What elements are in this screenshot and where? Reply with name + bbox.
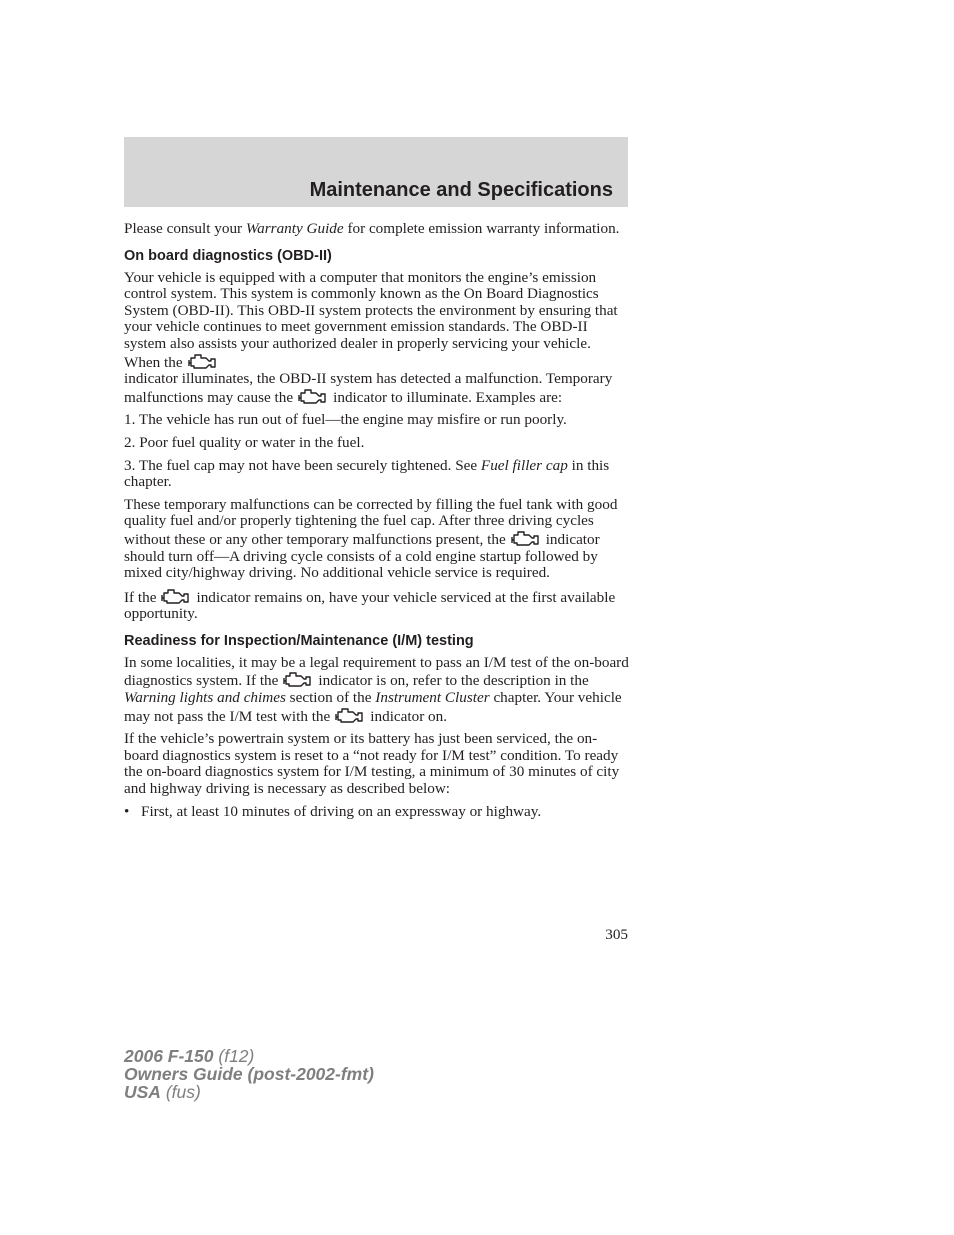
obd-p3-text-b: indicator remains on, have your vehicle serviced at the first available opportunity. (124, 588, 616, 623)
warning-lights-ref: Warning lights and chimes (124, 689, 286, 707)
footer-model: 2006 F-150 (124, 1046, 214, 1066)
check-engine-icon (334, 707, 364, 725)
example-item-3-text: 3. The fuel cap may not have been securely tightened. See (124, 456, 481, 474)
example-item-3-text-end: in this chapter. (124, 456, 610, 491)
intro-text-end: for complete emission warranty information. (343, 220, 620, 237)
footer-guide: Owners Guide (post-2002-fmt) (124, 1064, 374, 1084)
fuel-filler-cap-ref: Fuel filler cap (480, 456, 568, 474)
readiness-p1-text-a: In some localities, it may be a legal requirement to pass an I/M test of the on-board diagnostics system. If the (124, 653, 629, 690)
intro-text: Please consult your (124, 220, 246, 237)
obd-heading: On board diagnostics (OBD-II) (124, 247, 332, 264)
obd-p2-text-a: These temporary malfunctions can be corrected by filling the fuel tank with good quality fuel and/or properly tightening the fuel cap. After three driving cycles without these or any other temporary malfunctions present, the (124, 495, 618, 548)
document-footer (124, 1047, 374, 1101)
instrument-cluster-ref: Instrument Cluster (375, 689, 490, 707)
intro-paragraph (124, 221, 630, 238)
readiness-p1-text-b: indicator is on, refer to the description in the (318, 672, 589, 690)
check-engine-icon (297, 388, 327, 406)
readiness-paragraph-2: If the vehicle’s powertrain system or its battery has just been serviced, the on-board diagnostics system is reset to a “not ready for I/M test” condition. To ready the on-board diagnostics system for I/M testing, a minimum of 30 minutes of city and highway driving is necessary as described below: (124, 730, 620, 798)
readiness-p1-text-d: chapter. Your vehicle may not pass the I/M test with the (124, 689, 622, 725)
obd-p1-text-a: Your vehicle is equipped with a computer that monitors the engine’s emission control system. This system is commonly known as the On Board Diagnostics System (OBD-II). This OBD-II system protects the environment by ensuring that your vehicle continues to meet government emission standards. The OBD-II system also assists your authorized dealer in properly servicing your vehicle. When the (124, 268, 618, 371)
footer-line-3 (124, 1083, 374, 1101)
example-item-3 (124, 458, 630, 491)
list-item (124, 804, 630, 821)
check-engine-icon (510, 530, 540, 548)
bullet-text: First, at least 10 minutes of driving on an expressway or highway. (141, 802, 542, 820)
footer-market-code: (fus) (160, 1082, 201, 1102)
readiness-p1-text-e: indicator on. (370, 707, 448, 725)
section-header-band (124, 137, 628, 207)
obd-p1-text-c: indicator to illuminate. Examples are: (333, 388, 563, 406)
bullet-mark: • (124, 802, 130, 820)
obd-paragraph-3 (124, 588, 630, 623)
page-content (124, 221, 630, 826)
check-engine-icon (282, 671, 312, 689)
footer-line-1 (124, 1047, 374, 1065)
obd-p2-text-b: indicator should turn off—A driving cycle consists of a cold engine startup followed by mixed city/highway driving. No additional vehicle service is required. (124, 530, 600, 582)
obd-p3-text-a: If the (124, 588, 157, 606)
section-title: Maintenance and Specifications (309, 179, 613, 201)
obd-paragraph-2 (124, 497, 630, 582)
obd-paragraph-1 (124, 270, 630, 407)
readiness-p1-text-c: section of the (285, 689, 376, 707)
obd-p1-text-b: indicator illuminates, the OBD-II system has detected a malfunction. Temporary malfunctions may cause the (124, 370, 613, 406)
footer-market: USA (124, 1082, 161, 1102)
check-engine-icon (187, 353, 217, 371)
readiness-paragraph-1 (124, 655, 630, 725)
example-item-2: 2. Poor fuel quality or water in the fuel. (124, 433, 365, 451)
warranty-guide-ref: Warranty Guide (245, 220, 344, 237)
example-item-1: 1. The vehicle has run out of fuel—the engine may misfire or run poorly. (124, 411, 567, 429)
check-engine-icon (160, 588, 190, 606)
footer-model-code: (f12) (213, 1046, 255, 1066)
page-number: 305 (605, 926, 628, 943)
readiness-heading: Readiness for Inspection/Maintenance (I/M) testing (124, 632, 474, 649)
footer-line-2 (124, 1065, 374, 1083)
